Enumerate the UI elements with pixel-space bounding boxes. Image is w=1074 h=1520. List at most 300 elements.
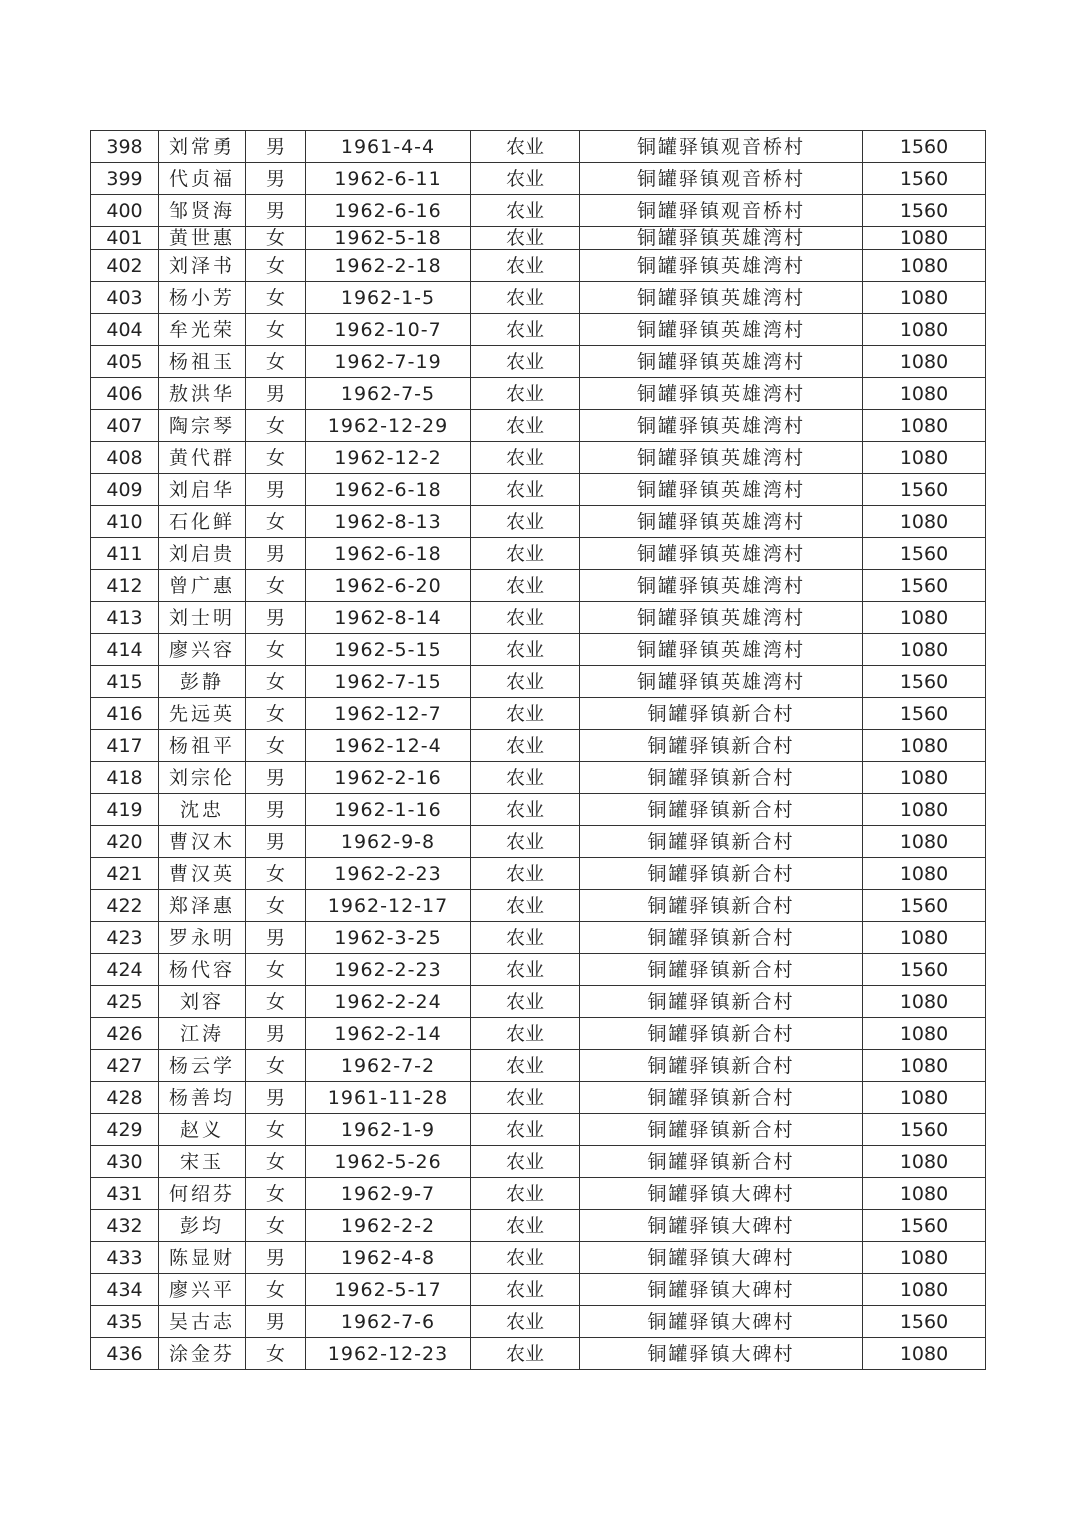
address-cell: 铜罐驿镇新合村 (580, 1018, 863, 1050)
row-number-cell: 426 (91, 1018, 159, 1050)
table-row (91, 890, 986, 922)
row-number-cell: 414 (91, 634, 159, 666)
gender-cell: 女 (246, 1178, 306, 1210)
address-cell: 铜罐驿镇新合村 (580, 1114, 863, 1146)
address-cell: 铜罐驿镇新合村 (580, 1050, 863, 1082)
row-number-cell: 411 (91, 538, 159, 570)
person-name-cell: 陶宗琴 (159, 410, 246, 442)
occupation-cell: 农业 (471, 922, 580, 954)
table-row (91, 954, 986, 986)
amount-cell: 1080 (863, 282, 986, 314)
row-number-cell: 428 (91, 1082, 159, 1114)
birth-date-cell: 1962-9-7 (306, 1178, 471, 1210)
amount-cell: 1080 (863, 730, 986, 762)
amount-cell: 1080 (863, 634, 986, 666)
amount-cell: 1080 (863, 1178, 986, 1210)
person-name-cell: 彭均 (159, 1210, 246, 1242)
birth-date-cell: 1962-2-14 (306, 1018, 471, 1050)
amount-cell: 1560 (863, 131, 986, 163)
birth-date-cell: 1962-5-17 (306, 1274, 471, 1306)
table-row (91, 442, 986, 474)
person-name-cell: 敖洪华 (159, 378, 246, 410)
birth-date-cell: 1962-6-20 (306, 570, 471, 602)
occupation-cell: 农业 (471, 346, 580, 378)
amount-cell: 1080 (863, 858, 986, 890)
occupation-cell: 农业 (471, 666, 580, 698)
address-cell: 铜罐驿镇英雄湾村 (580, 378, 863, 410)
gender-cell: 女 (246, 730, 306, 762)
gender-cell: 女 (246, 890, 306, 922)
amount-cell: 1560 (863, 195, 986, 227)
person-name-cell: 涂金芬 (159, 1338, 246, 1370)
address-cell: 铜罐驿镇英雄湾村 (580, 282, 863, 314)
birth-date-cell: 1962-7-5 (306, 378, 471, 410)
address-cell: 铜罐驿镇新合村 (580, 698, 863, 730)
birth-date-cell: 1962-2-23 (306, 858, 471, 890)
occupation-cell: 农业 (471, 1338, 580, 1370)
birth-date-cell: 1962-3-25 (306, 922, 471, 954)
row-number-cell: 430 (91, 1146, 159, 1178)
address-cell: 铜罐驿镇新合村 (580, 826, 863, 858)
birth-date-cell: 1962-2-18 (306, 250, 471, 282)
amount-cell: 1080 (863, 1146, 986, 1178)
gender-cell: 女 (246, 986, 306, 1018)
address-cell: 铜罐驿镇英雄湾村 (580, 250, 863, 282)
occupation-cell: 农业 (471, 1242, 580, 1274)
birth-date-cell: 1962-6-16 (306, 195, 471, 227)
occupation-cell: 农业 (471, 890, 580, 922)
person-name-cell: 杨善均 (159, 1082, 246, 1114)
row-number-cell: 403 (91, 282, 159, 314)
person-name-cell: 杨代容 (159, 954, 246, 986)
person-name-cell: 刘启华 (159, 474, 246, 506)
occupation-cell: 农业 (471, 570, 580, 602)
gender-cell: 女 (246, 1114, 306, 1146)
occupation-cell: 农业 (471, 195, 580, 227)
table-row (91, 858, 986, 890)
address-cell: 铜罐驿镇英雄湾村 (580, 410, 863, 442)
table-row (91, 346, 986, 378)
table-row (91, 1242, 986, 1274)
address-cell: 铜罐驿镇新合村 (580, 730, 863, 762)
gender-cell: 女 (246, 250, 306, 282)
amount-cell: 1080 (863, 986, 986, 1018)
address-cell: 铜罐驿镇新合村 (580, 890, 863, 922)
occupation-cell: 农业 (471, 858, 580, 890)
amount-cell: 1080 (863, 410, 986, 442)
amount-cell: 1080 (863, 762, 986, 794)
table-row (91, 474, 986, 506)
person-name-cell: 黄代群 (159, 442, 246, 474)
address-cell: 铜罐驿镇观音桥村 (580, 163, 863, 195)
table-row (91, 666, 986, 698)
person-name-cell: 彭静 (159, 666, 246, 698)
table-row (91, 1082, 986, 1114)
gender-cell: 男 (246, 538, 306, 570)
address-cell: 铜罐驿镇英雄湾村 (580, 570, 863, 602)
birth-date-cell: 1962-1-9 (306, 1114, 471, 1146)
person-name-cell: 刘泽书 (159, 250, 246, 282)
person-name-cell: 刘宗伦 (159, 762, 246, 794)
birth-date-cell: 1962-6-18 (306, 474, 471, 506)
amount-cell: 1560 (863, 1210, 986, 1242)
roster-table (90, 130, 986, 1370)
person-name-cell: 石化鲜 (159, 506, 246, 538)
occupation-cell: 农业 (471, 1018, 580, 1050)
birth-date-cell: 1962-12-17 (306, 890, 471, 922)
occupation-cell: 农业 (471, 474, 580, 506)
address-cell: 铜罐驿镇英雄湾村 (580, 474, 863, 506)
occupation-cell: 农业 (471, 698, 580, 730)
person-name-cell: 先远英 (159, 698, 246, 730)
person-name-cell: 曾广惠 (159, 570, 246, 602)
gender-cell: 男 (246, 794, 306, 826)
address-cell: 铜罐驿镇英雄湾村 (580, 602, 863, 634)
row-number-cell: 412 (91, 570, 159, 602)
table-row (91, 1306, 986, 1338)
person-name-cell: 刘士明 (159, 602, 246, 634)
address-cell: 铜罐驿镇英雄湾村 (580, 314, 863, 346)
row-number-cell: 435 (91, 1306, 159, 1338)
gender-cell: 男 (246, 131, 306, 163)
person-name-cell: 廖兴容 (159, 634, 246, 666)
address-cell: 铜罐驿镇英雄湾村 (580, 634, 863, 666)
occupation-cell: 农业 (471, 602, 580, 634)
birth-date-cell: 1962-9-8 (306, 826, 471, 858)
row-number-cell: 405 (91, 346, 159, 378)
person-name-cell: 赵义 (159, 1114, 246, 1146)
occupation-cell: 农业 (471, 986, 580, 1018)
occupation-cell: 农业 (471, 634, 580, 666)
person-name-cell: 杨小芳 (159, 282, 246, 314)
gender-cell: 女 (246, 1210, 306, 1242)
gender-cell: 女 (246, 410, 306, 442)
birth-date-cell: 1962-6-11 (306, 163, 471, 195)
address-cell: 铜罐驿镇新合村 (580, 1146, 863, 1178)
row-number-cell: 409 (91, 474, 159, 506)
table-row (91, 378, 986, 410)
occupation-cell: 农业 (471, 1178, 580, 1210)
row-number-cell: 406 (91, 378, 159, 410)
birth-date-cell: 1962-7-2 (306, 1050, 471, 1082)
person-name-cell: 曹汉木 (159, 826, 246, 858)
row-number-cell: 407 (91, 410, 159, 442)
gender-cell: 女 (246, 314, 306, 346)
gender-cell: 女 (246, 954, 306, 986)
gender-cell: 男 (246, 195, 306, 227)
occupation-cell: 农业 (471, 378, 580, 410)
row-number-cell: 436 (91, 1338, 159, 1370)
row-number-cell: 424 (91, 954, 159, 986)
amount-cell: 1080 (863, 314, 986, 346)
address-cell: 铜罐驿镇大碑村 (580, 1178, 863, 1210)
gender-cell: 女 (246, 666, 306, 698)
gender-cell: 女 (246, 858, 306, 890)
row-number-cell: 401 (91, 227, 159, 250)
gender-cell: 男 (246, 1306, 306, 1338)
table-row (91, 634, 986, 666)
amount-cell: 1560 (863, 163, 986, 195)
occupation-cell: 农业 (471, 227, 580, 250)
amount-cell: 1080 (863, 602, 986, 634)
occupation-cell: 农业 (471, 538, 580, 570)
occupation-cell: 农业 (471, 282, 580, 314)
person-name-cell: 郑泽惠 (159, 890, 246, 922)
table-row (91, 1338, 986, 1370)
birth-date-cell: 1962-8-13 (306, 506, 471, 538)
amount-cell: 1080 (863, 826, 986, 858)
amount-cell: 1080 (863, 1274, 986, 1306)
birth-date-cell: 1962-5-18 (306, 227, 471, 250)
row-number-cell: 419 (91, 794, 159, 826)
row-number-cell: 425 (91, 986, 159, 1018)
address-cell: 铜罐驿镇大碑村 (580, 1306, 863, 1338)
amount-cell: 1080 (863, 506, 986, 538)
row-number-cell: 432 (91, 1210, 159, 1242)
table-row (91, 826, 986, 858)
amount-cell: 1560 (863, 666, 986, 698)
address-cell: 铜罐驿镇新合村 (580, 1082, 863, 1114)
roster-body (91, 131, 986, 1370)
row-number-cell: 402 (91, 250, 159, 282)
birth-date-cell: 1962-7-6 (306, 1306, 471, 1338)
row-number-cell: 422 (91, 890, 159, 922)
address-cell: 铜罐驿镇大碑村 (580, 1274, 863, 1306)
amount-cell: 1560 (863, 954, 986, 986)
birth-date-cell: 1962-2-24 (306, 986, 471, 1018)
address-cell: 铜罐驿镇英雄湾村 (580, 666, 863, 698)
person-name-cell: 陈显财 (159, 1242, 246, 1274)
gender-cell: 男 (246, 474, 306, 506)
person-name-cell: 沈忠 (159, 794, 246, 826)
amount-cell: 1560 (863, 698, 986, 730)
birth-date-cell: 1962-2-23 (306, 954, 471, 986)
table-row (91, 410, 986, 442)
table-row (91, 762, 986, 794)
amount-cell: 1560 (863, 1114, 986, 1146)
row-number-cell: 429 (91, 1114, 159, 1146)
table-row (91, 730, 986, 762)
occupation-cell: 农业 (471, 163, 580, 195)
address-cell: 铜罐驿镇英雄湾村 (580, 506, 863, 538)
birth-date-cell: 1962-10-7 (306, 314, 471, 346)
table-row (91, 282, 986, 314)
amount-cell: 1560 (863, 474, 986, 506)
row-number-cell: 418 (91, 762, 159, 794)
table-row (91, 314, 986, 346)
occupation-cell: 农业 (471, 442, 580, 474)
table-row (91, 698, 986, 730)
gender-cell: 女 (246, 570, 306, 602)
address-cell: 铜罐驿镇新合村 (580, 986, 863, 1018)
table-row (91, 1050, 986, 1082)
table-row (91, 1114, 986, 1146)
person-name-cell: 吴古志 (159, 1306, 246, 1338)
table-row (91, 131, 986, 163)
table-row (91, 570, 986, 602)
occupation-cell: 农业 (471, 506, 580, 538)
address-cell: 铜罐驿镇观音桥村 (580, 195, 863, 227)
amount-cell: 1080 (863, 250, 986, 282)
amount-cell: 1560 (863, 570, 986, 602)
occupation-cell: 农业 (471, 410, 580, 442)
gender-cell: 女 (246, 346, 306, 378)
occupation-cell: 农业 (471, 1306, 580, 1338)
birth-date-cell: 1962-4-8 (306, 1242, 471, 1274)
row-number-cell: 410 (91, 506, 159, 538)
occupation-cell: 农业 (471, 1050, 580, 1082)
person-name-cell: 刘常勇 (159, 131, 246, 163)
occupation-cell: 农业 (471, 1274, 580, 1306)
gender-cell: 男 (246, 922, 306, 954)
row-number-cell: 433 (91, 1242, 159, 1274)
gender-cell: 女 (246, 1274, 306, 1306)
birth-date-cell: 1962-8-14 (306, 602, 471, 634)
birth-date-cell: 1962-7-15 (306, 666, 471, 698)
birth-date-cell: 1962-1-16 (306, 794, 471, 826)
gender-cell: 女 (246, 227, 306, 250)
table-row (91, 794, 986, 826)
occupation-cell: 农业 (471, 730, 580, 762)
gender-cell: 女 (246, 1338, 306, 1370)
gender-cell: 女 (246, 634, 306, 666)
table-row (91, 195, 986, 227)
birth-date-cell: 1962-12-23 (306, 1338, 471, 1370)
address-cell: 铜罐驿镇英雄湾村 (580, 227, 863, 250)
gender-cell: 女 (246, 1050, 306, 1082)
person-name-cell: 江涛 (159, 1018, 246, 1050)
amount-cell: 1080 (863, 1050, 986, 1082)
gender-cell: 女 (246, 698, 306, 730)
row-number-cell: 423 (91, 922, 159, 954)
person-name-cell: 杨云学 (159, 1050, 246, 1082)
amount-cell: 1080 (863, 1082, 986, 1114)
person-name-cell: 黄世惠 (159, 227, 246, 250)
birth-date-cell: 1962-7-19 (306, 346, 471, 378)
birth-date-cell: 1961-11-28 (306, 1082, 471, 1114)
address-cell: 铜罐驿镇英雄湾村 (580, 346, 863, 378)
gender-cell: 男 (246, 163, 306, 195)
row-number-cell: 427 (91, 1050, 159, 1082)
table-row (91, 1274, 986, 1306)
table-row (91, 538, 986, 570)
amount-cell: 1080 (863, 1018, 986, 1050)
table-row (91, 163, 986, 195)
amount-cell: 1080 (863, 346, 986, 378)
address-cell: 铜罐驿镇英雄湾村 (580, 538, 863, 570)
row-number-cell: 421 (91, 858, 159, 890)
occupation-cell: 农业 (471, 826, 580, 858)
occupation-cell: 农业 (471, 1082, 580, 1114)
person-name-cell: 何绍芬 (159, 1178, 246, 1210)
occupation-cell: 农业 (471, 250, 580, 282)
gender-cell: 男 (246, 1018, 306, 1050)
table-row (91, 250, 986, 282)
person-name-cell: 刘容 (159, 986, 246, 1018)
gender-cell: 女 (246, 506, 306, 538)
table-row (91, 1146, 986, 1178)
table-row (91, 227, 986, 250)
row-number-cell: 420 (91, 826, 159, 858)
amount-cell: 1080 (863, 1338, 986, 1370)
gender-cell: 男 (246, 378, 306, 410)
occupation-cell: 农业 (471, 314, 580, 346)
row-number-cell: 408 (91, 442, 159, 474)
amount-cell: 1560 (863, 538, 986, 570)
gender-cell: 女 (246, 442, 306, 474)
row-number-cell: 416 (91, 698, 159, 730)
address-cell: 铜罐驿镇大碑村 (580, 1338, 863, 1370)
birth-date-cell: 1962-5-15 (306, 634, 471, 666)
birth-date-cell: 1962-6-18 (306, 538, 471, 570)
person-name-cell: 廖兴平 (159, 1274, 246, 1306)
birth-date-cell: 1962-5-26 (306, 1146, 471, 1178)
table-row (91, 986, 986, 1018)
occupation-cell: 农业 (471, 954, 580, 986)
person-name-cell: 代贞福 (159, 163, 246, 195)
row-number-cell: 434 (91, 1274, 159, 1306)
table-row (91, 1018, 986, 1050)
occupation-cell: 农业 (471, 794, 580, 826)
row-number-cell: 399 (91, 163, 159, 195)
row-number-cell: 415 (91, 666, 159, 698)
address-cell: 铜罐驿镇新合村 (580, 762, 863, 794)
person-name-cell: 杨祖玉 (159, 346, 246, 378)
row-number-cell: 398 (91, 131, 159, 163)
gender-cell: 男 (246, 1242, 306, 1274)
birth-date-cell: 1962-12-29 (306, 410, 471, 442)
address-cell: 铜罐驿镇新合村 (580, 794, 863, 826)
occupation-cell: 农业 (471, 1114, 580, 1146)
address-cell: 铜罐驿镇新合村 (580, 954, 863, 986)
table-row (91, 1178, 986, 1210)
occupation-cell: 农业 (471, 1146, 580, 1178)
table-row (91, 506, 986, 538)
person-name-cell: 曹汉英 (159, 858, 246, 890)
table-row (91, 922, 986, 954)
person-name-cell: 杨祖平 (159, 730, 246, 762)
gender-cell: 男 (246, 762, 306, 794)
occupation-cell: 农业 (471, 762, 580, 794)
occupation-cell: 农业 (471, 1210, 580, 1242)
birth-date-cell: 1962-12-2 (306, 442, 471, 474)
birth-date-cell: 1962-12-4 (306, 730, 471, 762)
gender-cell: 男 (246, 1082, 306, 1114)
amount-cell: 1080 (863, 922, 986, 954)
person-name-cell: 牟光荣 (159, 314, 246, 346)
row-number-cell: 431 (91, 1178, 159, 1210)
person-name-cell: 罗永明 (159, 922, 246, 954)
gender-cell: 女 (246, 282, 306, 314)
amount-cell: 1080 (863, 227, 986, 250)
birth-date-cell: 1962-2-2 (306, 1210, 471, 1242)
address-cell: 铜罐驿镇英雄湾村 (580, 442, 863, 474)
amount-cell: 1080 (863, 794, 986, 826)
table-row (91, 1210, 986, 1242)
amount-cell: 1080 (863, 1242, 986, 1274)
gender-cell: 男 (246, 602, 306, 634)
person-name-cell: 刘启贵 (159, 538, 246, 570)
address-cell: 铜罐驿镇观音桥村 (580, 131, 863, 163)
address-cell: 铜罐驿镇大碑村 (580, 1210, 863, 1242)
birth-date-cell: 1961-4-4 (306, 131, 471, 163)
gender-cell: 女 (246, 1146, 306, 1178)
birth-date-cell: 1962-1-5 (306, 282, 471, 314)
amount-cell: 1080 (863, 442, 986, 474)
address-cell: 铜罐驿镇大碑村 (580, 1242, 863, 1274)
row-number-cell: 417 (91, 730, 159, 762)
birth-date-cell: 1962-2-16 (306, 762, 471, 794)
